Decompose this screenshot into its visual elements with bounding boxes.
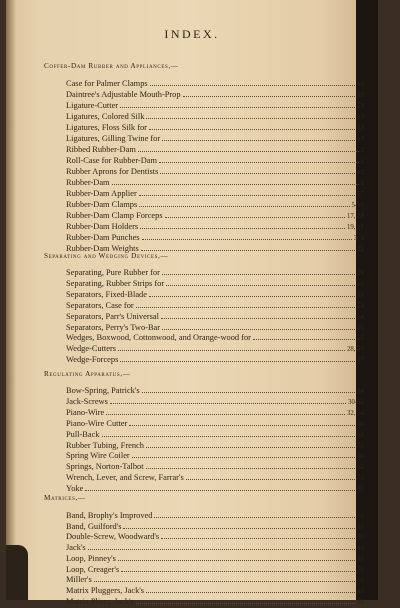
entry-label: Separators, Perry's Two-Bar — [66, 322, 161, 332]
index-entry — [66, 585, 364, 596]
index-entry — [66, 440, 364, 451]
entry-label: Miller's — [66, 575, 92, 585]
entry-page-number: 37 — [357, 523, 364, 531]
entry-label: Daintree's Adjustable Mouth-Prop — [66, 90, 181, 99]
dot-leader — [165, 211, 345, 218]
entry-label: Yoke — [66, 484, 84, 494]
dot-leader — [166, 279, 355, 286]
entry-page-number: 24 — [357, 302, 364, 310]
entry-page-number: 23 — [357, 114, 364, 121]
index-entry — [66, 564, 364, 575]
dot-leader — [120, 355, 355, 362]
entry-page-number: 40 — [357, 587, 364, 595]
entry-page-number: 23 — [357, 125, 364, 132]
index-entry — [66, 542, 364, 553]
dot-leader — [162, 268, 355, 275]
dot-leader — [159, 156, 359, 163]
entry-label: Loop, Creager's — [66, 564, 120, 574]
book-page — [6, 0, 378, 606]
entry-label: Separating, Rubber Strips for — [66, 278, 165, 288]
index-entry — [66, 510, 364, 521]
entry-page-number: 35 — [357, 486, 364, 494]
dot-leader — [121, 565, 355, 572]
entry-page-number: 32 — [357, 464, 364, 472]
entry-label: Jack-Screws — [66, 396, 108, 406]
section-heading: Coffer-Dam Rubber and Appliances,— — [44, 62, 179, 70]
dot-leader — [136, 597, 355, 604]
index-entry — [66, 461, 364, 472]
page-spine-shadow — [6, 0, 16, 600]
entry-label: Piano-Wire Cutter — [66, 418, 128, 428]
entry-label: Rubber-Dam Holders — [66, 222, 139, 231]
dot-leader — [138, 145, 359, 152]
entry-label: Bow-Spring, Patrick's — [66, 386, 140, 395]
entry-page-number: 40 — [357, 545, 364, 553]
entry-page-number: 38 — [357, 577, 364, 585]
entry-label: Rubber-Dam Punches — [66, 233, 140, 242]
dot-leader — [146, 462, 356, 469]
dot-leader — [149, 290, 355, 297]
dot-leader — [142, 386, 356, 393]
entry-label: Separators, Fixed-Blade — [66, 289, 147, 299]
dot-leader — [146, 586, 355, 593]
index-entry — [66, 574, 364, 585]
entry-page-number: 27 — [357, 357, 364, 365]
dot-leader — [149, 123, 355, 130]
dot-leader — [140, 222, 345, 229]
entry-page-number: 31 — [357, 431, 364, 439]
dot-leader — [142, 233, 352, 240]
dot-leader — [150, 79, 356, 86]
entry-label: Separators, Parr's Universal — [66, 311, 159, 321]
index-entry — [66, 553, 364, 564]
index-entry — [66, 289, 364, 300]
entry-page-number: 20 — [357, 92, 364, 99]
index-entry — [66, 133, 364, 144]
dot-leader — [85, 484, 355, 491]
dot-leader — [110, 397, 346, 404]
dot-leader — [186, 473, 355, 480]
index-entry — [66, 407, 364, 418]
entry-page-number: 37 — [357, 555, 364, 563]
dot-leader — [161, 312, 355, 319]
entry-label: Ligatures, Floss Silk for — [66, 123, 147, 132]
entry-page-number: 40 — [357, 598, 364, 606]
index-entry — [66, 111, 364, 122]
index-entry — [66, 596, 364, 607]
dot-leader — [146, 441, 355, 448]
dot-leader — [132, 451, 355, 458]
entry-page-number: 32, 34 — [347, 409, 364, 417]
entry-label: Wedge-Cutters — [66, 344, 117, 354]
index-entry — [66, 531, 364, 542]
index-entry — [66, 155, 364, 166]
entry-page-number: 36 — [357, 420, 364, 428]
entry-page-number: 3, 4 — [353, 235, 364, 242]
dot-leader — [161, 532, 355, 539]
dot-leader — [102, 430, 356, 437]
dot-leader — [160, 167, 355, 174]
entry-page-number: 35 — [357, 442, 364, 450]
index-entry — [66, 278, 364, 289]
index-entry — [66, 199, 364, 210]
dot-leader — [162, 134, 355, 141]
dot-leader — [129, 419, 355, 426]
entry-label: Band, Guilford's — [66, 521, 122, 531]
entry-label: Pull-Back — [66, 429, 100, 439]
entry-label: Separators, Case for — [66, 300, 134, 310]
entry-page-number: 24 — [357, 313, 364, 321]
dot-leader — [154, 511, 355, 518]
dot-leader — [106, 408, 345, 415]
index-entry — [66, 521, 364, 532]
entry-label: Double-Screw, Woodward's — [66, 532, 160, 542]
entry-label: Band, Brophy's Improved — [66, 511, 153, 520]
entry-page-number: 30-32 — [348, 398, 364, 406]
index-entry — [66, 418, 364, 429]
section-heading: Separating and Wedging Devices,— — [44, 252, 169, 260]
index-entry — [66, 232, 364, 243]
index-entry — [66, 429, 364, 440]
section-heading: Regulating Apparatus,— — [44, 370, 131, 378]
dot-leader — [112, 178, 359, 185]
index-entry — [66, 100, 364, 111]
entry-page-number: 17, 18 — [347, 213, 364, 220]
index-entry — [66, 343, 364, 354]
entry-label: Loop, Pinney's — [66, 553, 116, 563]
entry-label: Rubber-Dam Weights — [66, 244, 139, 253]
index-entry — [66, 300, 364, 311]
dot-leader — [88, 543, 356, 550]
entry-label: Wedge-Forceps — [66, 355, 119, 365]
entry-label: Spring Wire Coiler — [66, 451, 130, 461]
entry-label: Case for Palmer Clamps — [66, 79, 148, 88]
entry-label: Wedges, Boxwood, Cottonwood, and Orange-wood for — [66, 333, 251, 343]
index-entry — [66, 78, 364, 89]
entry-label: Piano-Wire — [66, 407, 105, 417]
entry-label: Ligatures, Colored Silk — [66, 112, 145, 121]
dot-leader — [118, 554, 355, 561]
dot-leader — [139, 200, 349, 207]
index-entry — [66, 354, 364, 365]
index-entry — [66, 483, 364, 494]
index-entry — [66, 221, 364, 232]
entry-label: Ligature-Cutter — [66, 101, 119, 110]
entry-label: Springs, Norton-Talbot — [66, 462, 144, 472]
dot-leader — [94, 575, 356, 582]
entry-label: Matrix Pluggers, Jack's — [66, 585, 145, 595]
index-entry — [66, 450, 364, 461]
entry-page-number: 25 — [357, 324, 364, 332]
index-entry — [66, 267, 364, 278]
entry-page-number: 2 — [360, 158, 364, 165]
index-entry — [66, 177, 364, 188]
entry-label: Rubber Tubing, French — [66, 440, 144, 450]
entry-label: Rubber-Dam Applier — [66, 189, 137, 198]
entry-page-number: 26 — [357, 280, 364, 288]
entry-page-number: 22 — [357, 246, 364, 253]
entry-page-number: 23 — [357, 103, 364, 110]
index-entry — [66, 166, 364, 177]
entry-page-number: 22 — [357, 169, 364, 176]
index-entry — [66, 311, 364, 322]
dot-leader — [118, 344, 345, 351]
entry-page-number: 28, 29 — [347, 346, 364, 354]
entry-page-number: 17 — [357, 191, 364, 198]
entry-page-number: 5-16 — [351, 202, 364, 209]
page-title: INDEX. — [164, 27, 220, 41]
entry-page-number: 2 — [360, 147, 364, 154]
entry-label: Ribbed Rubber-Dam — [66, 145, 136, 154]
dot-leader — [141, 244, 355, 251]
entry-page-number: 38 — [357, 513, 364, 520]
page-corner-stain — [6, 545, 28, 600]
index-entry — [66, 210, 364, 221]
dot-leader — [136, 301, 356, 308]
index-entry — [66, 322, 364, 333]
dot-leader — [162, 323, 355, 330]
index-entry — [66, 472, 364, 483]
entry-page-number: 33 — [357, 475, 364, 483]
entry-label: Wrench, Lever, and Screw, Farrar's — [66, 473, 184, 483]
entry-page-number: 26 — [357, 335, 364, 343]
entry-page-number: 1 — [360, 180, 364, 187]
entry-label: Roll-Case for Rubber-Dam — [66, 156, 158, 165]
entry-label: Separating, Pure Rubber for — [66, 268, 160, 277]
section-heading: Matrices,— — [44, 494, 86, 502]
dot-leader — [146, 112, 355, 119]
dot-leader — [139, 189, 355, 196]
entry-page-number: 23 — [357, 136, 364, 143]
index-entry — [66, 396, 364, 407]
dot-leader — [253, 333, 355, 340]
entry-label: Rubber-Dam — [66, 178, 110, 187]
entry-label: Matrix Pliers, Jack's — [66, 596, 134, 606]
entry-page-number: 26 — [357, 291, 364, 299]
index-entry — [66, 332, 364, 343]
entry-page-number: 10 — [357, 81, 364, 88]
entry-label: Jack's — [66, 543, 86, 553]
index-entry — [66, 385, 364, 396]
dot-leader — [183, 90, 356, 97]
entry-page-number: 26 — [357, 270, 364, 277]
entry-page-number: 39 — [357, 534, 364, 542]
index-entry — [66, 122, 364, 133]
dot-leader — [120, 101, 355, 108]
entry-page-number: 39 — [357, 566, 364, 574]
entry-label: Rubber Aprons for Dentists — [66, 167, 159, 176]
index-entry — [66, 144, 364, 155]
index-entry — [66, 188, 364, 199]
entry-page-number: 19, 21 — [347, 224, 364, 231]
index-entry — [66, 89, 364, 100]
entry-page-number: 34 — [357, 388, 364, 395]
dot-leader — [123, 522, 355, 529]
entry-page-number: 36 — [357, 453, 364, 461]
entry-label: Ligatures, Gilling Twine for — [66, 134, 161, 143]
entry-label: Rubber-Dam Clamp Forceps — [66, 211, 163, 220]
entry-label: Rubber-Dam Clamps — [66, 200, 138, 209]
